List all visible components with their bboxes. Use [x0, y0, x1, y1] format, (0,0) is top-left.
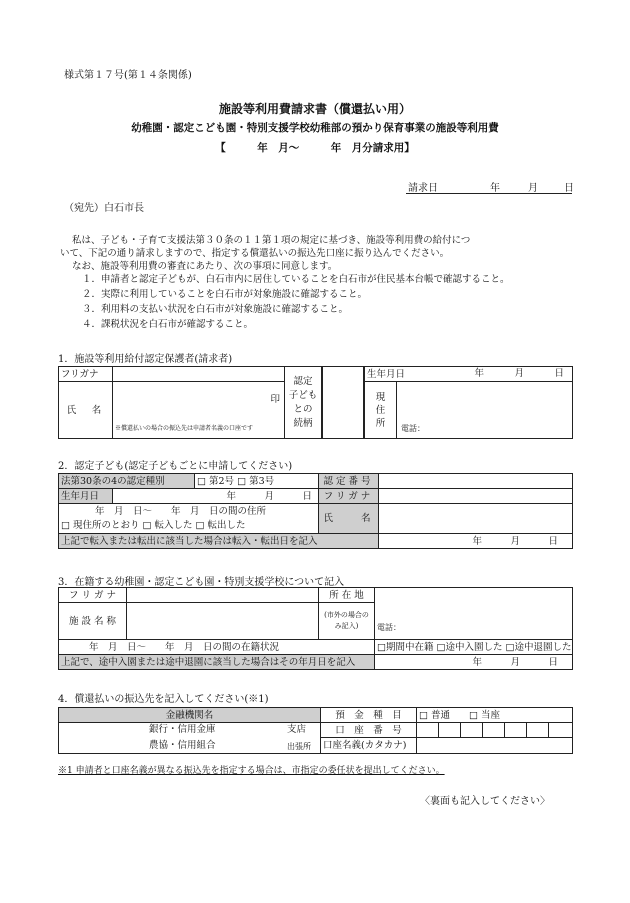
child-moved-note: 上記で転入または転出に該当した場合は転入・転出日を記入 — [59, 534, 379, 549]
facility-name-label: 施 設 名 称 — [59, 603, 127, 640]
office-label: 出張所 — [287, 741, 311, 751]
request-date-label: 請求日 — [408, 183, 438, 194]
enroll-options[interactable]: □期間中在籍 □途中入園した □途中退園した — [375, 640, 573, 655]
guardian-furigana-field[interactable] — [113, 367, 285, 382]
guardian-name-field[interactable] — [113, 382, 285, 439]
child-name-label: 氏 名 — [319, 504, 379, 534]
intro-line: いて、下記の通り請求しますので、指定する償還払いの振込先口座に振り込んでください。 — [60, 248, 450, 259]
guardian-birth-label — [365, 367, 406, 382]
facility-furigana-field[interactable] — [127, 588, 319, 603]
account-digit[interactable] — [461, 723, 483, 738]
child-furigana-label: フリガナ — [319, 489, 379, 504]
facility-location-note — [319, 603, 375, 640]
section2-heading: 2．認定子ども(認定子どもごとに申請してください) — [58, 461, 293, 472]
guardian-address-label — [365, 382, 397, 439]
relation-label — [285, 367, 322, 439]
account-digit[interactable] — [549, 723, 573, 738]
address-label-char: 所 — [375, 417, 386, 429]
guardian-name-label: 氏 名 — [59, 382, 113, 439]
relation-label-line: との — [293, 403, 313, 415]
enroll-period-label: 年 月 日～ 年 月 日の間の在籍状況 — [59, 640, 375, 655]
deposit-type-label: 預 金 種 目 — [321, 708, 417, 723]
birth-month-unit: 月 — [514, 368, 525, 379]
account-digit[interactable] — [505, 723, 527, 738]
account-digit[interactable] — [527, 723, 549, 738]
intro-line: なお、施設等利用費の審査にあたり、次の事項に同意します。 — [72, 261, 338, 272]
account-digit[interactable] — [417, 723, 439, 738]
guardian-note: ※償還払いの場合の振込先は申請者名義の口座です — [115, 425, 254, 432]
back-note: 〈裏面も記入してください〉 — [420, 796, 550, 807]
facility-name-field[interactable] — [127, 603, 319, 640]
account-name-field[interactable] — [417, 738, 573, 754]
child-furigana-field[interactable] — [379, 489, 573, 504]
footnote: ※1 申請者と口座名義が異なる振込先を指定する場合は、市指定の委任状を提出してください。 — [58, 766, 445, 776]
guardian-phone-label: 電話： — [401, 424, 425, 433]
consent-item: ３．利用料の支払い状況を白石市が対象施設に確認すること。 — [82, 304, 349, 315]
address-label-char: 現 — [375, 391, 386, 403]
relation-label-line: 子ども — [288, 389, 318, 401]
facility-table — [58, 587, 573, 670]
birth-year-unit: 年 — [474, 368, 485, 379]
account-name-label: 口座名義(カタカナ) — [321, 738, 417, 754]
bank-type-label: 銀行・信用金庫 — [149, 724, 216, 735]
section1-heading: 1．施設等利用給付認定保護者(請求者) — [58, 354, 233, 365]
consent-item: ４．課税状況を白石市が確認すること。 — [82, 319, 254, 330]
request-period: 【 年 月～ 年 月分請求用】 — [215, 142, 415, 154]
section3-heading: 3．在籍する幼稚園・認定こども園・特別支援学校について記入 — [58, 577, 345, 588]
request-date — [406, 179, 572, 194]
seal-mark: 印 — [270, 394, 280, 405]
branch-label: 支店 — [287, 724, 307, 735]
bank-name-field[interactable] — [59, 723, 321, 738]
account-digit[interactable] — [483, 723, 505, 738]
agri-type-label: 農協・信用組合 — [149, 739, 216, 751]
form-title: 施設等利用費請求書（償還払い用） — [218, 102, 411, 116]
enroll-note: 上記で、途中入園または途中退園に該当した場合はその年月日を記入 — [59, 655, 375, 670]
section4-heading: 4．償還払いの振込先を記入してください(※1) — [58, 694, 269, 705]
child-category-options[interactable]: □ 第2号 □ 第3号 — [195, 474, 319, 489]
form-subtitle: 幼稚園・認定こども園・特別支援学校幼稚部の預かり保育事業の施設等利用費 — [131, 122, 499, 134]
guardian-address-field[interactable] — [397, 382, 573, 439]
facility-furigana-label: フ リ ガ ナ — [59, 588, 127, 603]
request-date-day: 日 — [564, 183, 574, 194]
relation-label-line: 続柄 — [293, 417, 313, 429]
relation-field[interactable] — [323, 367, 364, 439]
child-category-label: 法第30条の4の認定種別 — [59, 474, 195, 489]
child-birth-field[interactable]: 年 月 日 — [113, 489, 319, 504]
form-number: 様式第１７号(第１４条関係) — [64, 70, 192, 81]
consent-item: １．申請者と認定子どもが、白石市内に居住していることを白石市が住民基本台帳で確認すること。 — [82, 274, 510, 285]
child-cert-label: 認定番号 — [319, 474, 379, 489]
child-address-period: 年 月 日～ 年 月 日の間の住所 — [95, 505, 267, 517]
request-date-year: 年 — [490, 183, 500, 194]
guardian-birth-field[interactable] — [397, 367, 573, 382]
consent-item: ２．実際に利用していることを白石市が対象施設に確認すること。 — [82, 289, 368, 300]
child-address-options[interactable] — [59, 504, 319, 534]
location-note-line: み記入) — [334, 622, 359, 630]
address-label-char: 住 — [375, 404, 386, 416]
account-number-label: 口 座 番 号 — [321, 723, 417, 738]
bank-branch-field[interactable] — [59, 738, 321, 754]
guardian-furigana-label: フリガナ — [59, 367, 113, 382]
guardian-birth-text: 生年月日 — [367, 368, 406, 380]
bank-header: 金融機関名 — [59, 708, 321, 723]
child-cert-field[interactable] — [379, 474, 573, 489]
account-digit[interactable] — [439, 723, 461, 738]
intro-line: 私は、子ども・子育て支援法第３０条の１１第１項の規定に基づき、施設等利用費の給付につ — [72, 235, 471, 246]
relation-label-line: 認定 — [293, 375, 313, 387]
facility-phone-label: 電話： — [377, 623, 401, 632]
facility-location-field[interactable] — [375, 588, 573, 640]
addressee: （宛先）白石市長 — [64, 203, 144, 214]
birth-day-unit: 日 — [554, 368, 565, 379]
request-date-month: 月 — [528, 183, 538, 194]
location-note-line: (市外の場合の — [324, 611, 369, 619]
child-name-field[interactable] — [379, 504, 573, 534]
child-address-choices[interactable]: □ 現住所のとおり □ 転入した □ 転出した — [61, 519, 246, 531]
child-birth-label: 生年月日 — [59, 489, 113, 504]
bank-table — [58, 707, 573, 754]
deposit-type-options[interactable]: □ 普通 □ 当座 — [417, 708, 573, 723]
facility-location-label: 所 在 地 — [319, 588, 375, 603]
enroll-date[interactable]: 年 月 日 — [375, 655, 573, 670]
child-table — [58, 473, 573, 549]
child-moved-date[interactable]: 年 月 日 — [379, 534, 573, 549]
